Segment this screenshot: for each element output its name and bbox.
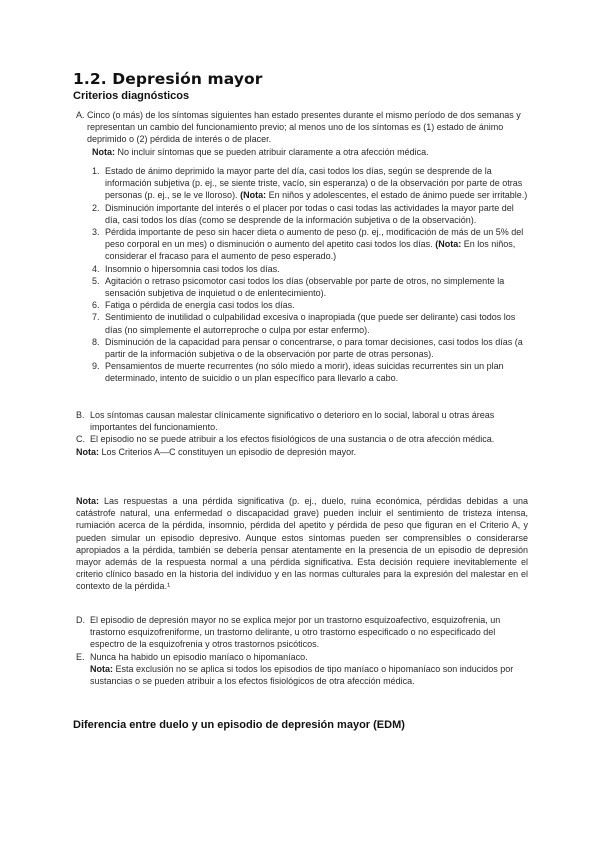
subtitle: Criterios diagnósticos — [73, 90, 190, 102]
symptom-list — [92, 165, 528, 385]
list-item — [92, 336, 528, 360]
note-text: En niños y adolescentes, el estado de ánimo puede ser irritable.) — [268, 190, 528, 201]
criterion-a-note — [76, 146, 528, 158]
item-text: Disminución importante del interés o el placer por todas o casi todas las actividades la mayor parte del día, casi todos los días (como se desprende de la información subjetiva o de la observación). — [105, 202, 514, 225]
criterion-marker: C. — [76, 434, 85, 445]
item-number: 3. — [92, 227, 100, 238]
criterion-e-note — [90, 663, 528, 687]
criterion-marker: A. — [76, 110, 85, 120]
criterion-text: Nunca ha habido un episodio maníaco o hipomaníaco. — [90, 651, 308, 662]
item-text: Insomnio o hipersomnia casi todos los días. — [105, 263, 280, 274]
note-text: Las respuestas a una pérdida significativa (p. ej., duelo, ruina económica, pérdidas debidas a una catástrofe natural, una enfermedad o discapacidad grave) pueden incluir el sentimiento de tristeza intensa, rumiación acerca de la pérdida, insomnio, pérdida del apetito y pérdida de peso que figuran en el Criterio A, y pueden simular un episodio depresivo. Aunque estos síntomas pueden ser comprensibles o considerarse apropiados a la pérdida, también se debería pensar atentamente en la presencia de un episodio de depresión mayor además de la respuesta normal a una pérdida significativa. Esta decisión requiere inevitablemente el criterio clínico basado en la historia del individuo y en las normas culturales para la expresión del malestar en el contexto de la pérdida.¹ — [76, 496, 528, 592]
note-label: Nota: — [76, 446, 99, 457]
item-text: Estado de ánimo deprimido la mayor parte del día, casi todos los días, según se desprende de la información subjetiva (p. ej., se siente triste, vacío, sin esperanza) o de la observación por parte de otras personas (p. ej., se le ve lloroso). — [105, 166, 523, 201]
item-number: 9. — [92, 361, 100, 372]
criteria-b-c — [76, 409, 528, 458]
note-a-c — [76, 446, 528, 458]
list-item — [92, 311, 528, 335]
note-text: Esta exclusión no se aplica si todos los episodios de tipo maníaco o hipomaníaco son inducidos por sustancias o se pueden atribuir a los efectos fisiológicos de otra afección médica. — [90, 663, 514, 687]
grief-note — [76, 495, 528, 593]
item-text: Agitación o retraso psicomotor casi todos los días (observable por parte de otros, no simplemente la sensación subjetiva de inquietud o de enlentecimiento). — [105, 275, 505, 299]
item-number: 5. — [92, 275, 100, 286]
item-number: 6. — [92, 300, 100, 311]
criterion-c — [76, 433, 528, 445]
note-text: No incluir síntomas que se pueden atribuir claramente a otra afección médica. — [117, 146, 429, 157]
criterion-e — [76, 651, 528, 688]
criterion-b — [76, 409, 528, 433]
list-item — [92, 226, 528, 263]
item-number: 8. — [92, 336, 100, 347]
item-text: Pensamientos de muerte recurrentes (no sólo miedo a morir), ideas suicidas recurrentes sin un plan determinado, intento de suicidio o un plan específico para llevarlo a cabo. — [105, 361, 504, 384]
note-text: En los niños, considerar el fracaso para el aumento de peso esperado.) — [105, 239, 516, 262]
note-label: (Nota: — [240, 190, 267, 201]
item-number: 1. — [92, 166, 100, 176]
criterion-marker: B. — [76, 410, 85, 420]
criterion-text: Los síntomas causan malestar clínicamente significativo o deterioro en lo social, laboral u otras áreas importantes del funcionamiento. — [90, 410, 495, 433]
list-item — [92, 360, 528, 384]
criterion-marker: E. — [76, 651, 85, 662]
criteria-d-e — [76, 614, 528, 687]
criterion-d — [76, 614, 528, 651]
item-text: Disminución de la capacidad para pensar o concentrarse, o para tomar decisiones, casi todos los días (a partir de la información subjetiva o de la observación por parte de otras personas). — [105, 336, 523, 360]
note-label: Nota: — [76, 496, 99, 506]
item-number: 2. — [92, 202, 100, 213]
note-text: Los Criterios A—C constituyen un episodio de depresión mayor. — [101, 446, 357, 457]
item-text: Pérdida importante de peso sin hacer dieta o aumento de peso (p. ej., modificación de más de un 5% del peso corporal en un mes) o disminución o aumento del apetito casi todos los días. — [105, 227, 524, 250]
list-item — [92, 165, 528, 202]
criterion-a — [76, 109, 528, 158]
list-item — [92, 263, 528, 275]
list-item — [92, 202, 528, 226]
note-label: (Nota: — [435, 239, 462, 250]
item-number: 4. — [92, 263, 100, 274]
note-label: Nota: — [92, 146, 115, 157]
criterion-text: El episodio no se puede atribuir a los efectos fisiológicos de una sustancia o de otra afección médica. — [90, 434, 495, 445]
list-item — [92, 275, 528, 299]
item-number: 7. — [92, 312, 100, 323]
criterion-text: El episodio de depresión mayor no se explica mejor por un trastorno esquizoafectivo, esquizofrenia, un trastorno esquizofreniforme, un trastorno delirante, u otro trastorno especificado o no especificado del espectro de la esquizofrenia y otros trastornos psicóticos. — [90, 615, 501, 650]
item-text: Fatiga o pérdida de energía casi todos los días. — [105, 300, 295, 311]
criterion-marker: D. — [76, 615, 85, 625]
section-heading: Diferencia entre duelo y un episodio de depresión mayor (EDM) — [73, 719, 405, 731]
criterion-text: Cinco (o más) de los síntomas siguientes han estado presentes durante el mismo período de dos semanas y representan un cambio del funcionamiento previo; al menos uno de los síntomas es (1) estado de ánimo deprimido o (2) pérdida de interés o de placer. — [87, 110, 521, 145]
list-item — [92, 299, 528, 311]
section-title: 1.2. Depresión mayor — [73, 70, 263, 88]
note-label: Nota: — [90, 663, 113, 674]
item-text: Sentimiento de inutilidad o culpabilidad excesiva o inapropiada (que puede ser delirante) casi todos los días (no simplemente el autorreproche o culpa por estar enfermo). — [105, 312, 516, 335]
